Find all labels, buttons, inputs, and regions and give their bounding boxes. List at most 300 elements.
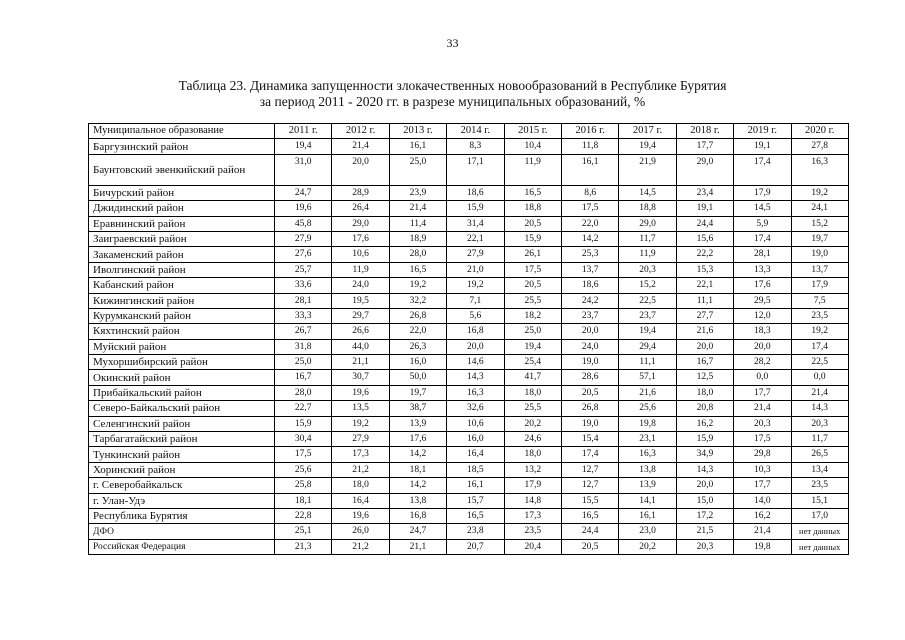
cell-value: 21,0 bbox=[447, 262, 504, 277]
cell-value: 11,7 bbox=[791, 432, 848, 447]
cell-value: 21,4 bbox=[389, 201, 446, 216]
cell-value: 18,1 bbox=[275, 493, 332, 508]
header-year: 2020 г. bbox=[791, 124, 848, 139]
cell-value: 20,3 bbox=[676, 539, 733, 554]
cell-value: 27,6 bbox=[275, 247, 332, 262]
cell-value: 25,0 bbox=[389, 154, 446, 185]
cell-value: 25,3 bbox=[561, 247, 618, 262]
cell-value: 25,8 bbox=[275, 478, 332, 493]
cell-value: 15,4 bbox=[561, 432, 618, 447]
cell-value: 32,6 bbox=[447, 401, 504, 416]
cell-value: 16,5 bbox=[389, 262, 446, 277]
cell-value: 16,5 bbox=[504, 185, 561, 200]
cell-value: 26,8 bbox=[561, 401, 618, 416]
cell-value: 19,2 bbox=[332, 416, 389, 431]
table-row bbox=[89, 293, 849, 308]
cell-value: 17,6 bbox=[734, 278, 791, 293]
cell-value: 15,9 bbox=[275, 416, 332, 431]
row-municipality-name: Баргузинский район bbox=[89, 139, 275, 154]
row-municipality-name: Джидинский район bbox=[89, 201, 275, 216]
cell-value: 21,4 bbox=[791, 385, 848, 400]
cell-value: 24,1 bbox=[791, 201, 848, 216]
cell-value: 25,6 bbox=[275, 462, 332, 477]
cell-value: 31,4 bbox=[447, 216, 504, 231]
cell-value: 21,1 bbox=[389, 539, 446, 554]
cell-value: 33,3 bbox=[275, 308, 332, 323]
table-row bbox=[89, 216, 849, 231]
cell-value: 21,6 bbox=[619, 385, 676, 400]
cell-value: 17,7 bbox=[676, 139, 733, 154]
table-row bbox=[89, 355, 849, 370]
cell-value: 0,0 bbox=[791, 370, 848, 385]
cell-value: 11,9 bbox=[504, 154, 561, 185]
cell-value: 20,5 bbox=[561, 385, 618, 400]
cell-value: 19,0 bbox=[561, 355, 618, 370]
cell-value: 16,0 bbox=[447, 432, 504, 447]
cell-value: 8,6 bbox=[561, 185, 618, 200]
cell-value: 26,3 bbox=[389, 339, 446, 354]
cell-value: 17,5 bbox=[275, 447, 332, 462]
cell-value: 27,9 bbox=[332, 432, 389, 447]
cell-value: 26,5 bbox=[791, 447, 848, 462]
cell-value: 11,9 bbox=[619, 247, 676, 262]
cell-value: 22,1 bbox=[447, 231, 504, 246]
cell-value: 20,0 bbox=[332, 154, 389, 185]
cell-value: 5,9 bbox=[734, 216, 791, 231]
cell-value: 13,9 bbox=[389, 416, 446, 431]
cell-value: 20,2 bbox=[619, 539, 676, 554]
table-row bbox=[89, 185, 849, 200]
cell-value: 7,1 bbox=[447, 293, 504, 308]
cell-value: 20,2 bbox=[504, 416, 561, 431]
cell-value: 13,3 bbox=[734, 262, 791, 277]
cell-value: 17,7 bbox=[734, 478, 791, 493]
cell-value: 27,9 bbox=[275, 231, 332, 246]
row-municipality-name: Северо-Байкальский район bbox=[89, 401, 275, 416]
cell-value: 18,9 bbox=[389, 231, 446, 246]
cell-value: 11,8 bbox=[561, 139, 618, 154]
cell-value: 12,7 bbox=[561, 478, 618, 493]
header-year: 2014 г. bbox=[447, 124, 504, 139]
cell-value: 20,5 bbox=[504, 278, 561, 293]
cell-value: 12,0 bbox=[734, 308, 791, 323]
cell-value: 21,3 bbox=[275, 539, 332, 554]
cell-value: 26,7 bbox=[275, 324, 332, 339]
cell-value: 8,3 bbox=[447, 139, 504, 154]
cell-value: 17,5 bbox=[504, 262, 561, 277]
cell-value: 28,6 bbox=[561, 370, 618, 385]
row-municipality-name: Муйский район bbox=[89, 339, 275, 354]
cell-value: 17,4 bbox=[791, 339, 848, 354]
header-year: 2012 г. bbox=[332, 124, 389, 139]
cell-value: 20,7 bbox=[447, 539, 504, 554]
table-row bbox=[89, 154, 849, 185]
cell-value: 15,2 bbox=[791, 216, 848, 231]
cell-value: 14,6 bbox=[447, 355, 504, 370]
cell-value: 28,0 bbox=[389, 247, 446, 262]
cell-value: 24,0 bbox=[561, 339, 618, 354]
cell-value: 19,8 bbox=[734, 539, 791, 554]
cell-value: 19,2 bbox=[389, 278, 446, 293]
cell-value: 24,7 bbox=[275, 185, 332, 200]
cell-value: 19,0 bbox=[791, 247, 848, 262]
table-row bbox=[89, 385, 849, 400]
cell-value: 30,4 bbox=[275, 432, 332, 447]
cell-value: 14,2 bbox=[389, 478, 446, 493]
cell-value: 16,5 bbox=[561, 508, 618, 523]
row-municipality-name: г. Северобайкальск bbox=[89, 478, 275, 493]
cell-value: 17,4 bbox=[561, 447, 618, 462]
row-municipality-name: г. Улан-Удэ bbox=[89, 493, 275, 508]
cell-value: 10,6 bbox=[447, 416, 504, 431]
cell-value: 25,1 bbox=[275, 524, 332, 539]
header-year: 2011 г. bbox=[275, 124, 332, 139]
cell-value: 14,2 bbox=[389, 447, 446, 462]
cell-value: 18,8 bbox=[504, 201, 561, 216]
row-municipality-name: Хоринский район bbox=[89, 462, 275, 477]
cell-value: 19,4 bbox=[619, 324, 676, 339]
cell-value: 13,4 bbox=[791, 462, 848, 477]
cell-value: 29,0 bbox=[676, 154, 733, 185]
cell-value: 20,3 bbox=[791, 416, 848, 431]
cell-value: 18,6 bbox=[561, 278, 618, 293]
cell-value: 25,6 bbox=[619, 401, 676, 416]
cell-value: 16,8 bbox=[389, 508, 446, 523]
cell-value: 16,7 bbox=[275, 370, 332, 385]
data-table bbox=[88, 123, 849, 555]
cell-value: 11,1 bbox=[676, 293, 733, 308]
cell-value: 21,4 bbox=[734, 401, 791, 416]
cell-value: 22,0 bbox=[561, 216, 618, 231]
cell-value: 17,6 bbox=[332, 231, 389, 246]
cell-value: 13,7 bbox=[791, 262, 848, 277]
cell-value: 17,3 bbox=[504, 508, 561, 523]
cell-value: 10,3 bbox=[734, 462, 791, 477]
header-year: 2018 г. bbox=[676, 124, 733, 139]
cell-value: 11,1 bbox=[619, 355, 676, 370]
cell-value: 14,2 bbox=[561, 231, 618, 246]
cell-value: 41,7 bbox=[504, 370, 561, 385]
cell-value: 20,0 bbox=[734, 339, 791, 354]
cell-value: 13,2 bbox=[504, 462, 561, 477]
cell-value: 24,2 bbox=[561, 293, 618, 308]
cell-value: 29,0 bbox=[619, 216, 676, 231]
cell-value: 7,5 bbox=[791, 293, 848, 308]
cell-value: 17,2 bbox=[676, 508, 733, 523]
table-row bbox=[89, 447, 849, 462]
cell-value: 13,8 bbox=[619, 462, 676, 477]
cell-value: 23,7 bbox=[619, 308, 676, 323]
cell-value: 17,7 bbox=[734, 385, 791, 400]
header-municipality: Муниципальное образование bbox=[89, 124, 275, 139]
cell-value: 20,3 bbox=[619, 262, 676, 277]
cell-value: 15,9 bbox=[447, 201, 504, 216]
cell-value: 11,9 bbox=[332, 262, 389, 277]
cell-value: 12,5 bbox=[676, 370, 733, 385]
cell-value: нет данных bbox=[791, 539, 848, 554]
cell-value: 19,1 bbox=[676, 201, 733, 216]
cell-value: 31,8 bbox=[275, 339, 332, 354]
cell-value: 5,6 bbox=[447, 308, 504, 323]
cell-value: 24,7 bbox=[389, 524, 446, 539]
cell-value: 21,1 bbox=[332, 355, 389, 370]
table-body bbox=[89, 139, 849, 555]
cell-value: 21,4 bbox=[332, 139, 389, 154]
cell-value: 17,3 bbox=[332, 447, 389, 462]
cell-value: 25,0 bbox=[504, 324, 561, 339]
cell-value: 17,9 bbox=[504, 478, 561, 493]
cell-value: 29,4 bbox=[619, 339, 676, 354]
row-municipality-name: Баунтовский эвенкийский район bbox=[89, 154, 275, 185]
cell-value: 18,0 bbox=[504, 385, 561, 400]
cell-value: 22,7 bbox=[275, 401, 332, 416]
cell-value: 24,6 bbox=[504, 432, 561, 447]
row-municipality-name: Тарбагатайский район bbox=[89, 432, 275, 447]
cell-value: 22,1 bbox=[676, 278, 733, 293]
cell-value: 20,8 bbox=[676, 401, 733, 416]
table-row bbox=[89, 524, 849, 539]
cell-value: 24,0 bbox=[332, 278, 389, 293]
cell-value: 26,6 bbox=[332, 324, 389, 339]
cell-value: 29,8 bbox=[734, 447, 791, 462]
cell-value: 16,1 bbox=[561, 154, 618, 185]
cell-value: 20,0 bbox=[447, 339, 504, 354]
cell-value: 26,1 bbox=[504, 247, 561, 262]
cell-value: 17,1 bbox=[447, 154, 504, 185]
cell-value: 23,5 bbox=[791, 308, 848, 323]
header-year: 2013 г. bbox=[389, 124, 446, 139]
cell-value: 20,4 bbox=[504, 539, 561, 554]
cell-value: 10,6 bbox=[332, 247, 389, 262]
cell-value: 25,5 bbox=[504, 293, 561, 308]
cell-value: 26,4 bbox=[332, 201, 389, 216]
table-row bbox=[89, 308, 849, 323]
cell-value: 23,5 bbox=[791, 478, 848, 493]
caption-line-1: Таблица 23. Динамика запущенности злокачественных новообразований в Республике Бурятия bbox=[178, 78, 727, 93]
cell-value: 21,5 bbox=[676, 524, 733, 539]
table-row bbox=[89, 324, 849, 339]
cell-value: 20,0 bbox=[676, 339, 733, 354]
cell-value: 14,0 bbox=[734, 493, 791, 508]
cell-value: 19,4 bbox=[619, 139, 676, 154]
cell-value: 13,9 bbox=[619, 478, 676, 493]
cell-value: 19,2 bbox=[791, 185, 848, 200]
cell-value: 17,4 bbox=[734, 154, 791, 185]
cell-value: 23,5 bbox=[504, 524, 561, 539]
cell-value: 18,0 bbox=[504, 447, 561, 462]
cell-value: 23,4 bbox=[676, 185, 733, 200]
cell-value: 26,0 bbox=[332, 524, 389, 539]
cell-value: 19,0 bbox=[561, 416, 618, 431]
cell-value: 18,0 bbox=[332, 478, 389, 493]
row-municipality-name: Кяхтинский район bbox=[89, 324, 275, 339]
cell-value: 15,7 bbox=[447, 493, 504, 508]
cell-value: 16,3 bbox=[791, 154, 848, 185]
cell-value: 23,9 bbox=[389, 185, 446, 200]
table-row bbox=[89, 401, 849, 416]
cell-value: 20,3 bbox=[734, 416, 791, 431]
cell-value: 31,0 bbox=[275, 154, 332, 185]
cell-value: 18,0 bbox=[676, 385, 733, 400]
row-municipality-name: Бичурский район bbox=[89, 185, 275, 200]
cell-value: 29,5 bbox=[734, 293, 791, 308]
cell-value: 28,0 bbox=[275, 385, 332, 400]
cell-value: 15,1 bbox=[791, 493, 848, 508]
cell-value: 17,5 bbox=[734, 432, 791, 447]
cell-value: 21,2 bbox=[332, 539, 389, 554]
cell-value: 17,9 bbox=[791, 278, 848, 293]
cell-value: 15,9 bbox=[504, 231, 561, 246]
cell-value: 14,3 bbox=[791, 401, 848, 416]
table-caption bbox=[0, 78, 905, 110]
page-number: 33 bbox=[446, 36, 459, 50]
table-header-row bbox=[89, 124, 849, 139]
cell-value: 18,2 bbox=[504, 308, 561, 323]
cell-value: 34,9 bbox=[676, 447, 733, 462]
cell-value: 25,4 bbox=[504, 355, 561, 370]
cell-value: 57,1 bbox=[619, 370, 676, 385]
cell-value: 28,9 bbox=[332, 185, 389, 200]
cell-value: 17,4 bbox=[734, 231, 791, 246]
header-year: 2019 г. bbox=[734, 124, 791, 139]
cell-value: 26,8 bbox=[389, 308, 446, 323]
cell-value: 29,0 bbox=[332, 216, 389, 231]
cell-value: 27,7 bbox=[676, 308, 733, 323]
row-municipality-name: Тункинский район bbox=[89, 447, 275, 462]
cell-value: 13,8 bbox=[389, 493, 446, 508]
cell-value: 22,5 bbox=[791, 355, 848, 370]
cell-value: 50,0 bbox=[389, 370, 446, 385]
cell-value: 21,2 bbox=[332, 462, 389, 477]
header-year: 2017 г. bbox=[619, 124, 676, 139]
cell-value: 16,1 bbox=[447, 478, 504, 493]
table-row bbox=[89, 493, 849, 508]
cell-value: 19,7 bbox=[791, 231, 848, 246]
cell-value: 12,7 bbox=[561, 462, 618, 477]
header-year: 2016 г. bbox=[561, 124, 618, 139]
table-row bbox=[89, 339, 849, 354]
cell-value: 15,0 bbox=[676, 493, 733, 508]
cell-value: 19,5 bbox=[332, 293, 389, 308]
cell-value: 19,1 bbox=[734, 139, 791, 154]
cell-value: 14,5 bbox=[619, 185, 676, 200]
caption-line-2: за период 2011 - 2020 гг. в разрезе муниципальных образований, % bbox=[259, 94, 646, 109]
cell-value: 14,3 bbox=[447, 370, 504, 385]
cell-value: 18,8 bbox=[619, 201, 676, 216]
cell-value: 32,2 bbox=[389, 293, 446, 308]
row-municipality-name: Кижингинский район bbox=[89, 293, 275, 308]
header-year: 2015 г. bbox=[504, 124, 561, 139]
cell-value: 19,6 bbox=[275, 201, 332, 216]
cell-value: 16,3 bbox=[447, 385, 504, 400]
table-row bbox=[89, 201, 849, 216]
cell-value: 21,6 bbox=[676, 324, 733, 339]
cell-value: 16,3 bbox=[619, 447, 676, 462]
row-municipality-name: Прибайкальский район bbox=[89, 385, 275, 400]
cell-value: 16,1 bbox=[389, 139, 446, 154]
cell-value: 13,7 bbox=[561, 262, 618, 277]
cell-value: 17,5 bbox=[561, 201, 618, 216]
table-row bbox=[89, 539, 849, 554]
cell-value: 16,4 bbox=[447, 447, 504, 462]
table-row bbox=[89, 416, 849, 431]
cell-value: 21,9 bbox=[619, 154, 676, 185]
cell-value: 19,6 bbox=[332, 385, 389, 400]
cell-value: 22,5 bbox=[619, 293, 676, 308]
cell-value: нет данных bbox=[791, 524, 848, 539]
cell-value: 17,9 bbox=[734, 185, 791, 200]
cell-value: 25,0 bbox=[275, 355, 332, 370]
cell-value: 0,0 bbox=[734, 370, 791, 385]
cell-value: 15,3 bbox=[676, 262, 733, 277]
cell-value: 16,4 bbox=[332, 493, 389, 508]
cell-value: 19,6 bbox=[332, 508, 389, 523]
cell-value: 19,4 bbox=[275, 139, 332, 154]
table-row bbox=[89, 139, 849, 154]
cell-value: 11,7 bbox=[619, 231, 676, 246]
cell-value: 23,8 bbox=[447, 524, 504, 539]
cell-value: 22,8 bbox=[275, 508, 332, 523]
cell-value: 18,1 bbox=[389, 462, 446, 477]
cell-value: 22,0 bbox=[389, 324, 446, 339]
cell-value: 16,1 bbox=[619, 508, 676, 523]
row-municipality-name: Республика Бурятия bbox=[89, 508, 275, 523]
cell-value: 20,0 bbox=[561, 324, 618, 339]
cell-value: 28,2 bbox=[734, 355, 791, 370]
cell-value: 20,0 bbox=[676, 478, 733, 493]
cell-value: 28,1 bbox=[275, 293, 332, 308]
cell-value: 15,5 bbox=[561, 493, 618, 508]
row-municipality-name: Мухоршибирский район bbox=[89, 355, 275, 370]
cell-value: 16,2 bbox=[676, 416, 733, 431]
row-municipality-name: Еравнинский район bbox=[89, 216, 275, 231]
cell-value: 11,4 bbox=[389, 216, 446, 231]
cell-value: 29,7 bbox=[332, 308, 389, 323]
cell-value: 20,5 bbox=[504, 216, 561, 231]
cell-value: 19,4 bbox=[504, 339, 561, 354]
table-row bbox=[89, 432, 849, 447]
row-municipality-name: Закаменский район bbox=[89, 247, 275, 262]
cell-value: 17,6 bbox=[389, 432, 446, 447]
cell-value: 24,4 bbox=[561, 524, 618, 539]
cell-value: 23,7 bbox=[561, 308, 618, 323]
cell-value: 14,3 bbox=[676, 462, 733, 477]
table-row bbox=[89, 231, 849, 246]
row-municipality-name: Иволгинский район bbox=[89, 262, 275, 277]
cell-value: 25,5 bbox=[504, 401, 561, 416]
cell-value: 23,1 bbox=[619, 432, 676, 447]
table-row bbox=[89, 262, 849, 277]
table-row bbox=[89, 508, 849, 523]
cell-value: 16,5 bbox=[447, 508, 504, 523]
row-municipality-name: Заиграевский район bbox=[89, 231, 275, 246]
table-row bbox=[89, 478, 849, 493]
cell-value: 23,0 bbox=[619, 524, 676, 539]
table-row bbox=[89, 462, 849, 477]
cell-value: 19,7 bbox=[389, 385, 446, 400]
cell-value: 17,0 bbox=[791, 508, 848, 523]
cell-value: 19,2 bbox=[447, 278, 504, 293]
cell-value: 16,7 bbox=[676, 355, 733, 370]
cell-value: 18,6 bbox=[447, 185, 504, 200]
table-row bbox=[89, 278, 849, 293]
cell-value: 18,3 bbox=[734, 324, 791, 339]
cell-value: 13,5 bbox=[332, 401, 389, 416]
cell-value: 14,1 bbox=[619, 493, 676, 508]
cell-value: 21,4 bbox=[734, 524, 791, 539]
cell-value: 15,9 bbox=[676, 432, 733, 447]
cell-value: 16,8 bbox=[447, 324, 504, 339]
